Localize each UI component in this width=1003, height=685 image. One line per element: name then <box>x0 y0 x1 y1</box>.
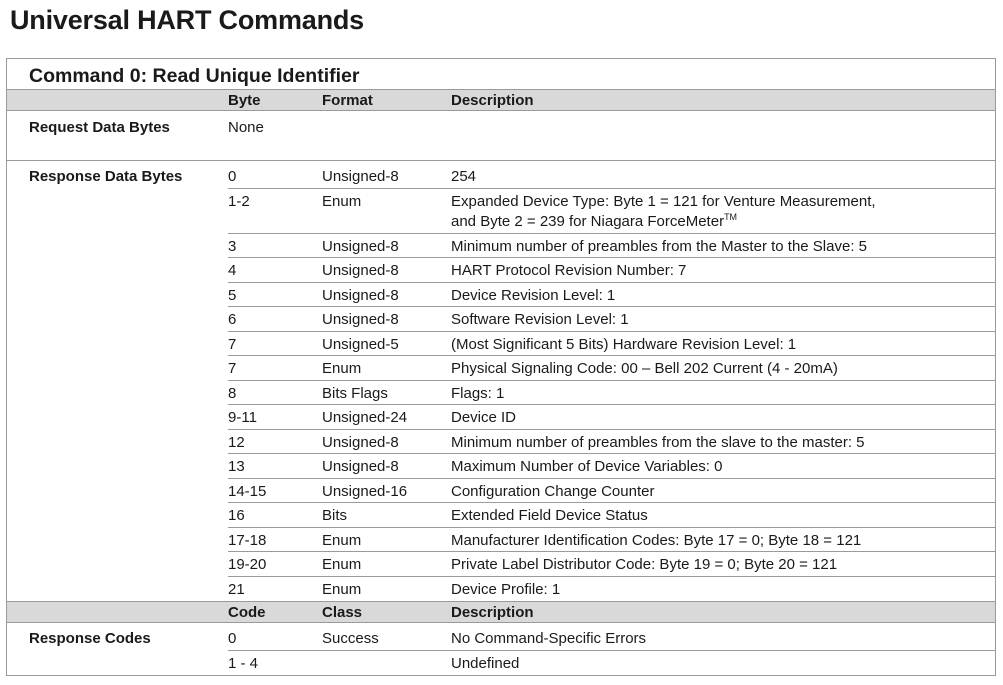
format-cell: Enum <box>322 580 362 598</box>
description-cell: Flags: 1 <box>451 384 505 402</box>
description-cell: 254 <box>451 168 477 185</box>
byte-cell: 14-15 <box>228 482 267 500</box>
row-divider <box>228 404 995 405</box>
format-cell: Unsigned-16 <box>322 482 408 500</box>
page-title: Universal HART Commands <box>10 5 364 35</box>
row-divider <box>228 453 995 454</box>
row-divider <box>228 650 995 651</box>
byte-cell: 8 <box>228 384 237 402</box>
byte-cell: 9-11 <box>228 409 257 426</box>
description-cell-line2 <box>451 212 737 231</box>
byte-cell: 1-2 <box>228 192 250 210</box>
format-cell: Unsigned-8 <box>322 433 399 451</box>
row-divider <box>228 188 995 189</box>
code-cell: 1 - 4 <box>228 654 259 672</box>
byte-cell: 21 <box>228 580 245 598</box>
table-header <box>7 89 995 111</box>
description-cell: Extended Field Device Status <box>451 507 648 524</box>
format-cell: Unsigned-8 <box>322 311 399 328</box>
header-description-2: Description <box>451 604 534 621</box>
description-cell: (Most Significant 5 Bits) Hardware Revision Level: 1 <box>451 335 797 353</box>
byte-cell: 3 <box>228 237 237 255</box>
description-cell: Software Revision Level: 1 <box>451 311 629 328</box>
format-cell: Unsigned-5 <box>322 335 399 353</box>
format-cell: Bits <box>322 507 348 524</box>
header-class: Class <box>322 604 363 621</box>
byte-cell: 17-18 <box>228 531 267 549</box>
format-cell: Unsigned-8 <box>322 237 399 255</box>
row-divider <box>228 502 995 503</box>
description-cell: Device ID <box>451 409 517 426</box>
command-title: Command 0: Read Unique Identifier <box>29 65 360 87</box>
code-description-cell: No Command-Specific Errors <box>451 630 647 647</box>
description-cell: Device Profile: 1 <box>451 580 561 598</box>
description-cell: Configuration Change Counter <box>451 482 655 500</box>
codes-header <box>7 601 995 623</box>
row-divider <box>228 429 995 430</box>
row-divider <box>228 576 995 577</box>
description-cell: Expanded Device Type: Byte 1 = 121 for Venture Measurement, <box>451 192 876 210</box>
row-divider <box>228 257 995 258</box>
byte-cell: 4 <box>228 262 237 279</box>
section-divider <box>7 160 995 161</box>
row-divider <box>228 355 995 356</box>
row-divider <box>228 527 995 528</box>
byte-cell: 0 <box>228 168 237 185</box>
response-codes-label: Response Codes <box>29 630 151 647</box>
format-cell: Unsigned-24 <box>322 409 408 426</box>
byte-cell: 13 <box>228 458 245 475</box>
byte-cell: 12 <box>228 433 245 451</box>
byte-cell: 7 <box>228 360 237 377</box>
byte-cell: 7 <box>228 335 237 353</box>
request-byte: None <box>228 119 264 136</box>
row-divider <box>228 380 995 381</box>
header-byte: Byte <box>228 92 261 109</box>
row-divider <box>228 551 995 552</box>
description-cell: HART Protocol Revision Number: 7 <box>451 262 687 279</box>
description-cell: Manufacturer Identification Codes: Byte 17 = 0; Byte 18 = 121 <box>451 531 862 549</box>
response-label: Response Data Bytes <box>29 168 183 185</box>
format-cell: Unsigned-8 <box>322 286 399 304</box>
format-cell: Enum <box>322 556 362 573</box>
description-cell: Physical Signaling Code: 00 – Bell 202 Current (4 - 20mA) <box>451 360 838 377</box>
row-divider <box>228 282 995 283</box>
row-divider <box>228 306 995 307</box>
format-cell: Unsigned-8 <box>322 262 399 279</box>
byte-cell: 16 <box>228 507 245 524</box>
description-cell: Device Revision Level: 1 <box>451 286 616 304</box>
byte-cell: 5 <box>228 286 237 304</box>
class-cell: Success <box>322 630 379 647</box>
header-code: Code <box>228 604 266 621</box>
command-table <box>6 58 996 676</box>
code-cell: 0 <box>228 630 237 647</box>
byte-cell: 6 <box>228 311 237 328</box>
format-cell: Unsigned-8 <box>322 168 399 185</box>
format-cell: Enum <box>322 531 362 549</box>
description-cell: Minimum number of preambles from the slave to the master: 5 <box>451 433 865 451</box>
format-cell: Enum <box>322 192 362 210</box>
description-text: and Byte 2 = 239 for Niagara ForceMeter <box>451 212 725 230</box>
format-cell: Enum <box>322 360 362 377</box>
description-cell: Minimum number of preambles from the Master to the Slave: 5 <box>451 237 868 255</box>
header-format: Format <box>322 92 373 109</box>
row-divider <box>228 331 995 332</box>
description-cell: Private Label Distributor Code: Byte 19 = 0; Byte 20 = 121 <box>451 556 838 573</box>
trademark-mark: TM <box>724 211 738 222</box>
byte-cell: 19-20 <box>228 556 267 573</box>
description-cell: Maximum Number of Device Variables: 0 <box>451 458 723 475</box>
format-cell: Unsigned-8 <box>322 458 399 475</box>
code-description-cell: Undefined <box>451 654 520 672</box>
row-divider <box>228 233 995 234</box>
header-description: Description <box>451 92 534 109</box>
format-cell: Bits Flags <box>322 384 388 402</box>
row-divider <box>228 478 995 479</box>
request-label: Request Data Bytes <box>29 119 170 136</box>
